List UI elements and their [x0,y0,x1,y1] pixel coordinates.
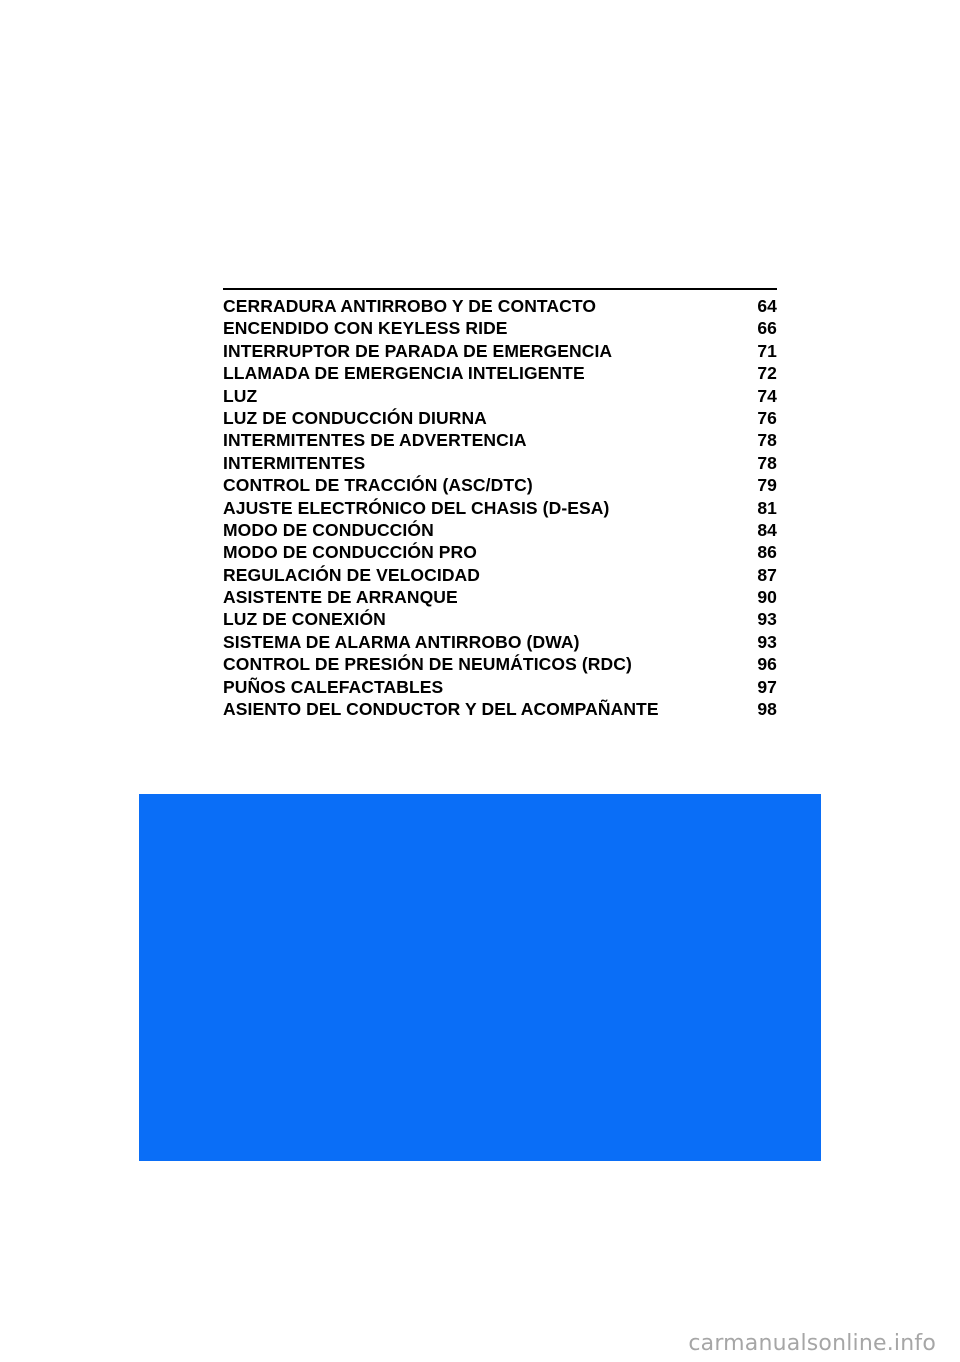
toc-entry-page: 66 [757,318,777,339]
toc-entry-title: REGULACIÓN DE VELOCIDAD [223,564,481,585]
toc-entry-title: INTERMITENTES DE ADVERTENCIA [223,430,527,451]
blue-color-panel [139,794,821,1161]
toc-entry-page: 87 [757,564,777,585]
toc-entry-title: ASISTENTE DE ARRANQUE [223,587,458,608]
toc-entry-page: 79 [757,475,777,496]
toc-entry-title: ASIENTO DEL CONDUCTOR Y DEL ACOMPAÑANTE [223,699,659,720]
toc-entry-title: LUZ DE CONDUCCIÓN DIURNA [223,407,487,428]
toc-entry-page: 72 [757,363,777,384]
toc-entry-title: MODO DE CONDUCCIÓN [223,519,434,540]
toc-entry-title: INTERMITENTES [223,452,366,473]
toc-entry-title: LUZ DE CONEXIÓN [223,609,386,630]
toc-entry-llamada-emergencia[interactable] [223,362,777,384]
toc-entry-title: SISTEMA DE ALARMA ANTIRROBO (DWA) [223,631,580,652]
toc-entry-modo-conduccion[interactable] [223,519,777,541]
toc-entry-luz-diurna[interactable] [223,407,777,429]
toc-entry-page: 64 [757,296,777,316]
toc-entry-asistente-arranque[interactable] [223,586,777,608]
toc-entry-page: 98 [757,699,777,720]
toc-entry-title: AJUSTE ELECTRÓNICO DEL CHASIS (D-ESA) [223,497,610,518]
toc-entry-page: 86 [757,542,777,563]
toc-entry-page: 90 [757,587,777,608]
toc-entry-luz-conexion[interactable] [223,608,777,630]
toc-entry-page: 71 [757,340,777,361]
toc-entry-title: CONTROL DE TRACCIÓN (ASC/DTC) [223,475,533,496]
toc-entry-modo-conduccion-pro[interactable] [223,541,777,563]
toc-entry-page: 93 [757,631,777,652]
toc-entry-intermitentes-advertencia[interactable] [223,429,777,451]
toc-entry-interruptor-parada[interactable] [223,340,777,362]
toc-entry-page: 97 [757,676,777,697]
toc-entry-title: CERRADURA ANTIRROBO Y DE CONTACTO [223,296,597,316]
toc-entry-title: CONTROL DE PRESIÓN DE NEUMÁTICOS (RDC) [223,654,632,675]
toc-entry-presion-neumaticos[interactable] [223,653,777,675]
watermark-text: carmanualsonline.info [688,1331,936,1356]
toc-entry-title: LUZ [223,385,258,406]
table-of-contents [223,288,777,720]
toc-entry-asiento[interactable] [223,698,777,720]
toc-entry-keyless-ride[interactable] [223,317,777,339]
toc-entry-punos-calefactables[interactable] [223,676,777,698]
toc-entry-page: 78 [757,430,777,451]
toc-entry-intermitentes[interactable] [223,452,777,474]
toc-entry-sistema-alarma[interactable] [223,631,777,653]
toc-entry-page: 84 [757,519,777,540]
toc-entry-cerradura[interactable] [223,295,777,317]
toc-entry-title: LLAMADA DE EMERGENCIA INTELIGENTE [223,363,585,384]
toc-entry-regulacion-velocidad[interactable] [223,564,777,586]
toc-entry-ajuste-chasis[interactable] [223,497,777,519]
toc-entry-page: 81 [757,497,777,518]
toc-entry-page: 96 [757,654,777,675]
toc-entry-page: 93 [757,609,777,630]
toc-entry-title: MODO DE CONDUCCIÓN PRO [223,542,478,563]
toc-entry-page: 74 [757,385,777,406]
toc-entry-title: PUÑOS CALEFACTABLES [223,676,444,697]
toc-entry-title: INTERRUPTOR DE PARADA DE EMERGENCIA [223,340,613,361]
toc-entry-control-traccion[interactable] [223,474,777,496]
toc-entry-luz[interactable] [223,385,777,407]
toc-entry-page: 78 [757,452,777,473]
toc-entry-title: ENCENDIDO CON KEYLESS RIDE [223,318,508,339]
toc-entry-page: 76 [757,407,777,428]
